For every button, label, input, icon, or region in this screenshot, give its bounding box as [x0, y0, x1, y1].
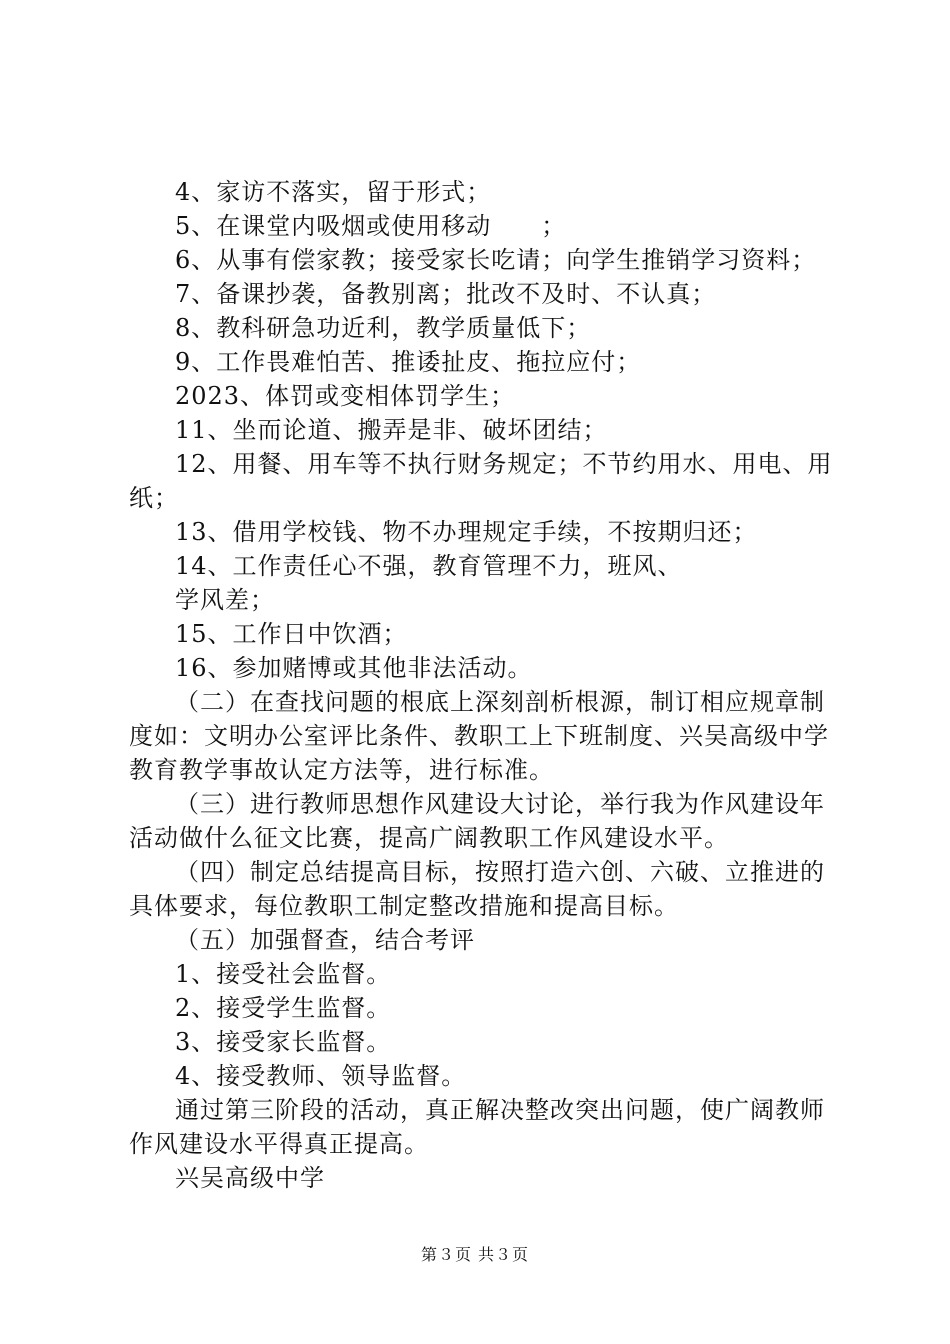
list-item: 8、教科研急功近利，教学质量低下；	[175, 314, 592, 342]
document-body	[129, 175, 834, 1195]
list-item: 7、备课抄袭，备教别离；批改不及时、不认真；	[175, 280, 717, 308]
supervision-item: 1、接受社会监督。	[175, 960, 392, 988]
conclusion-paragraph: 通过第三阶段的活动，真正解决整改突出问题，使广阔教师作风建设水平得真正提高。	[129, 1096, 825, 1158]
list-item: 4、家访不落实，留于形式；	[175, 178, 492, 206]
list-item: 11、坐而论道、搬弄是非、破坏团结；	[175, 416, 608, 444]
list-item: 6、从事有偿家教；接受家长吃请；向学生推销学习资料；	[175, 246, 817, 274]
list-item: 2023、体罚或变相体罚学生；	[175, 382, 516, 410]
section-heading-5: （五）加强督查，结合考评	[175, 926, 475, 954]
list-item: 学风差；	[175, 586, 275, 614]
supervision-item: 3、接受家长监督。	[175, 1028, 392, 1056]
supervision-item: 2、接受学生监督。	[175, 994, 392, 1022]
section-paragraph-4: （四）制定总结提高目标，按照打造六创、六破、立推进的具体要求，每位教职工制定整改措施和提高目标。	[129, 858, 825, 920]
list-item: 9、工作畏难怕苦、推诿扯皮、拖拉应付；	[175, 348, 642, 376]
list-item: 15、工作日中饮酒；	[175, 620, 408, 648]
supervision-item: 4、接受教师、领导监督。	[175, 1062, 467, 1090]
list-item: 13、借用学校钱、物不办理规定手续，不按期归还；	[175, 518, 758, 546]
list-item: 14、工作责任心不强，教育管理不力，班风、	[175, 552, 683, 580]
signature: 兴吴高级中学	[175, 1164, 325, 1192]
section-paragraph-3: （三）进行教师思想作风建设大讨论，举行我为作风建设年活动做什么征文比赛，提高广阔教职工作风建设水平。	[129, 790, 825, 852]
list-item: 16、参加赌博或其他非法活动。	[175, 654, 533, 682]
page-number: 第３页 共３页	[420, 1245, 530, 1264]
list-item: 5、在课堂内吸烟或使用移动 ；	[175, 212, 567, 240]
list-item: 12、用餐、用车等不执行财务规定；不节约用水、用电、用纸；	[129, 450, 833, 512]
section-paragraph-2: （二）在查找问题的根底上深刻剖析根源，制订相应规章制度如：文明办公室评比条件、教职工上下班制度、兴吴高级中学教育教学事故认定方法等，进行标准。	[129, 688, 829, 784]
